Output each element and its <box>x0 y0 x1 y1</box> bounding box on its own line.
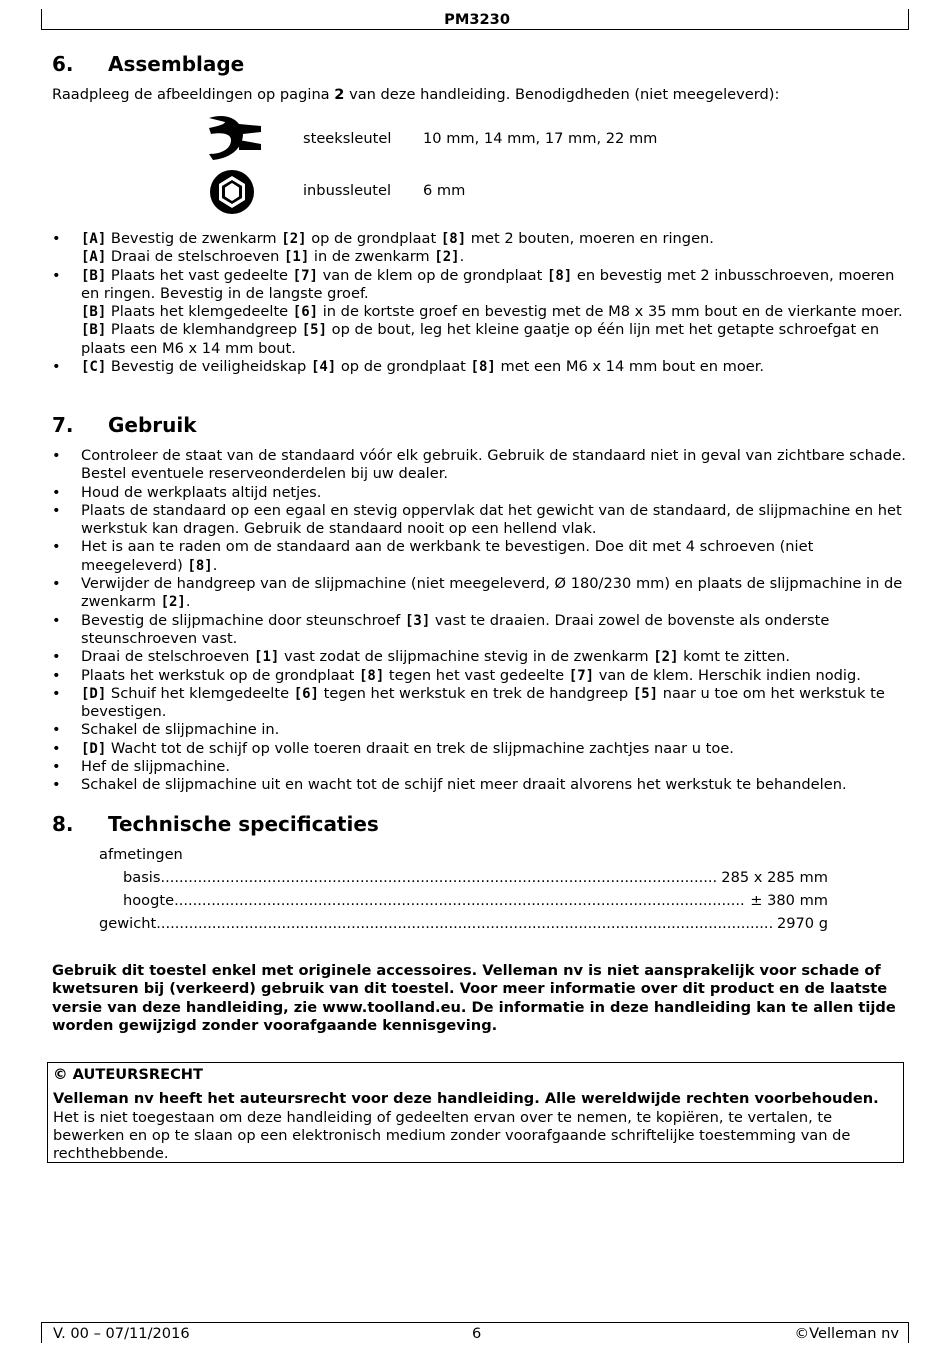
usage-item <box>52 484 912 502</box>
step-text: Draai de stelschroeven <box>106 248 284 266</box>
usage-item <box>52 667 912 685</box>
part-reference: [8] <box>440 231 467 247</box>
intro-text-b: van deze handleiding. Benodigdheden (niet meegeleverd): <box>344 86 780 103</box>
section-7-title: Gebruik <box>108 413 197 437</box>
step-text: Schuif het klemgedeelte <box>106 684 294 702</box>
usage-item <box>52 776 912 794</box>
usage-item <box>52 721 912 739</box>
usage-item <box>52 648 912 666</box>
step-text: in de zwenkarm <box>309 248 435 266</box>
part-reference: [1] <box>254 649 280 666</box>
copyright-bold-line: Velleman nv heeft het auteursrecht voor deze handleiding. Alle wereldwijde rechten voorbehouden. <box>53 1090 879 1108</box>
step-text: op de bout, leg het kleine gaatje op één lijn met het getapte schroefgat en plaats een M6 x 14 mm bout. <box>81 321 880 357</box>
part-reference: [4] <box>310 359 337 376</box>
part-reference: [2] <box>281 231 307 247</box>
spec-basis-value: 285 x 285 mm <box>721 869 828 886</box>
part-reference: [8] <box>187 557 213 574</box>
section-8-number: 8. <box>52 812 74 836</box>
leader-dots <box>156 913 773 935</box>
assembly-step <box>52 267 912 304</box>
usage-item <box>52 612 912 649</box>
leader-dots <box>174 890 746 912</box>
part-reference: [8] <box>359 667 385 684</box>
step-text: van de klem op de grondplaat <box>317 266 547 284</box>
spec-gewicht-row <box>99 913 828 935</box>
section-8-title: Technische specificaties <box>108 812 379 836</box>
step-text: Plaats het werkstuk op de grondplaat <box>81 666 359 684</box>
disclaimer-text: Gebruik dit toestel enkel met originele accessoires. Velleman nv is niet aansprakelijk voor schade of kwetsuren bij (verkeerd) gebruik van dit toestel. Voor meer informatie over dit product en de laatste versie van deze handleiding, zie www.toolland.eu. De informatie in deze handleiding kan te allen tijde worden gewijzigd zonder voorafgaande kennisgeving. <box>52 962 896 1034</box>
tool-sizes-1: 10 mm, 14 mm, 17 mm, 22 mm <box>423 130 658 147</box>
part-reference: [7] <box>568 667 595 684</box>
step-text: Plaats het klemgedeelte <box>106 303 293 321</box>
usage-item <box>52 758 912 776</box>
hex-key-icon <box>208 168 258 218</box>
part-reference: [D] <box>81 740 107 757</box>
step-text: in de kortste groef en bevestig met de M8 x 35 mm bout en de vierkante moer. <box>318 303 903 321</box>
usage-list <box>52 447 912 795</box>
spec-gewicht-label: gewicht <box>99 915 157 932</box>
usage-item <box>52 502 912 539</box>
usage-item <box>52 447 912 484</box>
part-reference: [8] <box>546 267 573 284</box>
leader-dots <box>160 867 717 889</box>
footer-page-number: 6 <box>472 1325 482 1342</box>
step-text: Bevestig de slijpmachine door steunschroef <box>81 611 405 629</box>
product-code: PM3230 <box>444 11 510 28</box>
step-text: Controleer de staat van de standaard vóór elk gebruik. Gebruik de standaard niet in geval van zichtbare schade. Bestel eventuele reserveonderdelen bij uw dealer. <box>81 447 906 483</box>
part-reference: [7] <box>292 267 318 284</box>
step-text: Plaats de standaard op een egaal en stevig oppervlak dat het gewicht van de standaard, de slijpmachine en het werkstuk kan dragen. Gebruik de standaard nooit op een hellend vlak. <box>81 501 902 538</box>
copyright-text: Het is niet toegestaan om deze handleiding of gedeelten ervan over te nemen, te kopiëren, te vertalen, te bewerken en op te slaan op een elektronisch medium zonder voorafgaande schriftelijke toestemming van de rechthebbende. <box>53 1108 851 1163</box>
part-reference: [A] <box>81 249 107 266</box>
part-reference: [8] <box>470 359 496 376</box>
step-text: Schakel de slijpmachine in. <box>81 721 280 739</box>
usage-item <box>52 575 912 612</box>
step-text: Plaats de klemhandgreep <box>106 321 302 339</box>
assembly-step <box>52 321 912 358</box>
section-6-number: 6. <box>52 52 74 76</box>
part-reference: [5] <box>632 685 659 702</box>
usage-item <box>52 685 912 722</box>
assembly-step <box>52 230 912 248</box>
intro-text-a: Raadpleeg de afbeeldingen op pagina <box>52 86 335 103</box>
step-text: Draai de stelschroeven <box>81 648 255 666</box>
step-text: Bevestig de zwenkarm <box>106 230 282 247</box>
step-text: Verwijder de handgreep van de slijpmachine (niet meegeleverd, Ø 180/230 mm) en plaats de slijpmachine in de zwenkarm <box>81 575 903 611</box>
section-7-number: 7. <box>52 413 74 437</box>
tool-name-1: steeksleutel <box>303 130 392 147</box>
usage-item <box>52 740 912 758</box>
step-text: met een M6 x 14 mm bout en moer. <box>495 358 765 376</box>
step-text: en bevestig met 2 inbusschroeven, moeren en ringen. Bevestig in de langste groef. <box>81 266 895 302</box>
step-text: Houd de werkplaats altijd netjes. <box>81 483 322 501</box>
spec-hoogte-value: ± 380 mm <box>750 892 828 909</box>
assembly-step <box>52 303 912 321</box>
spec-gewicht-value: 2970 g <box>776 915 828 932</box>
footer-version: V. 00 – 07/11/2016 <box>53 1325 190 1342</box>
step-text: vast zodat de slijpmachine stevig in de zwenkarm <box>279 648 654 666</box>
spec-basis-row <box>123 867 828 889</box>
assembly-step <box>52 358 912 376</box>
step-text: . <box>212 556 218 574</box>
tool-name-2: inbussleutel <box>303 182 392 199</box>
intro-page-number: 2 <box>334 86 345 103</box>
part-reference: [1] <box>283 249 310 266</box>
page-header <box>41 9 909 30</box>
footer-company: ©Velleman nv <box>794 1325 899 1342</box>
step-text: . <box>459 248 465 266</box>
step-text: van de klem. Herschik indien nodig. <box>594 666 861 684</box>
section-6-heading <box>52 52 244 76</box>
page-footer <box>41 1322 909 1343</box>
step-text: Het is aan te raden om de standaard aan de werkbank te bevestigen. Doe dit met 4 schroeven (niet meegeleverd) <box>81 538 814 574</box>
step-text: Schakel de slijpmachine uit en wacht tot de schijf niet meer draait alvorens het werkstuk te behandelen. <box>81 776 847 794</box>
part-reference: [B] <box>81 267 107 284</box>
spec-basis-label: basis <box>123 869 161 886</box>
part-reference: [2] <box>653 649 679 666</box>
step-text: Hef de slijpmachine. <box>81 758 230 776</box>
assembly-step <box>52 248 912 266</box>
step-text: tegen het werkstuk en trek de handgreep <box>319 684 633 702</box>
open-wrench-icon <box>203 114 263 164</box>
part-reference: [6] <box>292 304 319 321</box>
part-reference: [A] <box>81 231 107 247</box>
part-reference: [B] <box>81 304 107 321</box>
part-reference: [C] <box>81 359 107 376</box>
usage-item <box>52 538 912 575</box>
step-text: naar u toe om het werkstuk te bevestigen. <box>81 684 885 721</box>
step-text: tegen het vast gedeelte <box>384 666 569 684</box>
step-text: . <box>185 593 191 611</box>
step-text: komt te zitten. <box>678 648 790 666</box>
step-text: op de grondplaat <box>306 230 441 247</box>
tool-sizes-2: 6 mm <box>423 182 466 199</box>
step-text: met 2 bouten, moeren en ringen. <box>466 230 714 247</box>
part-reference: [2] <box>434 249 460 266</box>
step-text: Plaats het vast gedeelte <box>106 266 293 284</box>
part-reference: [6] <box>293 685 319 702</box>
part-reference: [2] <box>160 594 186 611</box>
spec-hoogte-row <box>123 890 828 912</box>
copyright-box <box>47 1062 904 1163</box>
assembly-steps-list <box>52 230 912 376</box>
part-reference: [5] <box>301 322 328 339</box>
step-text: op de grondplaat <box>336 358 471 376</box>
section-7-heading <box>52 413 197 437</box>
step-text: Wacht tot de schijf op volle toeren draait en trek de slijpmachine zachtjes naar u toe. <box>106 739 734 757</box>
section-6-intro <box>52 86 779 103</box>
spec-afmetingen-label: afmetingen <box>99 846 183 863</box>
copyright-heading: © AUTEURSRECHT <box>53 1066 203 1083</box>
step-text: Bevestig de veiligheidskap <box>106 358 311 376</box>
part-reference: [D] <box>81 685 107 702</box>
part-reference: [B] <box>81 322 107 339</box>
section-6-title: Assemblage <box>108 52 245 76</box>
spec-hoogte-label: hoogte <box>123 892 175 909</box>
section-8-heading <box>52 812 379 836</box>
step-text: vast te draaien. Draai zowel de bovenste als onderste steunschroeven vast. <box>81 611 830 647</box>
part-reference: [3] <box>404 612 431 629</box>
